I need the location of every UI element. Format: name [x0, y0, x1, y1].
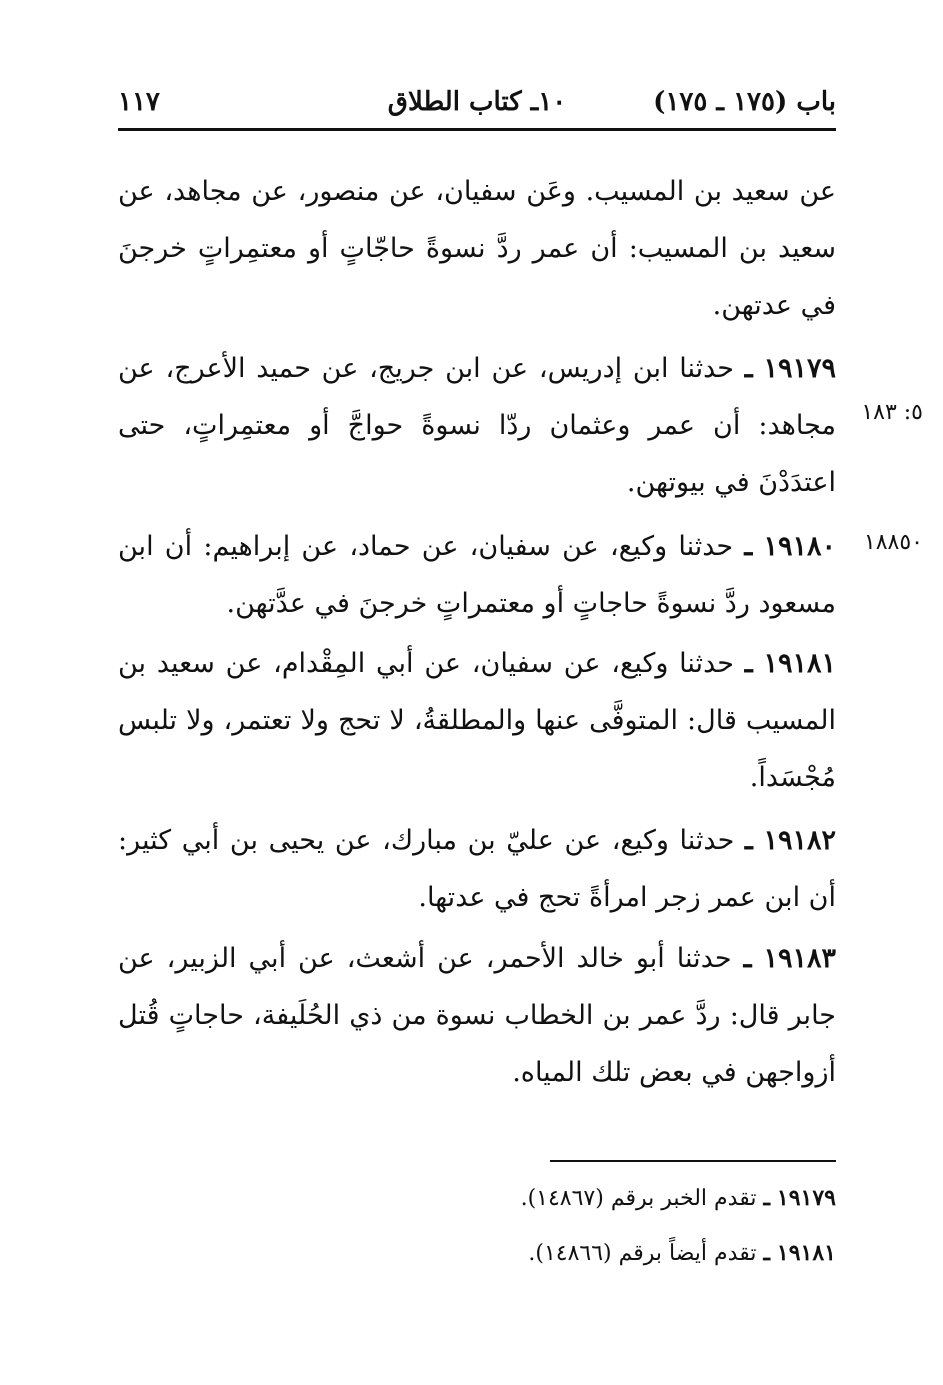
number-separator: ـ	[744, 353, 753, 384]
number-separator: ـ	[744, 648, 753, 679]
footnote-text: تقدم الخبر برقم (١٤٨٦٧).	[520, 1186, 757, 1211]
number-separator: ـ	[763, 1240, 770, 1266]
footnote-number: ١٩١٨١	[776, 1240, 836, 1266]
hadith-number: ١٩١٨١	[763, 648, 836, 679]
footnote-number: ١٩١٧٩	[776, 1185, 836, 1211]
footnote-rule	[550, 1160, 836, 1162]
paragraph-text: حدثنا وكيع، عن سفيان، عن حماد، عن إبراهيم: أن ابن مسعود ردَّ نسوةً حاجاتٍ أو معتمراتٍ خرجنَ في عدَّتهن.	[118, 531, 836, 619]
header-rule	[118, 128, 836, 131]
number-separator: ـ	[744, 825, 753, 856]
hadith-number: ١٩١٧٩	[763, 353, 836, 384]
hadith-19179	[118, 340, 836, 511]
hadith-19181	[118, 635, 836, 806]
chapter-heading: باب (١٧٥ ـ ١٧٥)	[653, 87, 836, 117]
number-separator: ـ	[763, 1185, 770, 1211]
paragraph-text: حدثنا أبو خالد الأحمر، عن أشعث، عن أبي الزبير، عن جابر قال: ردَّ عمر بن الخطاب نسوة من ذي الحُلَيفة، حاجاتٍ قُتل أزواجهن في بعض تلك المياه.	[118, 943, 836, 1088]
hadith-number: ١٩١٨٢	[763, 825, 836, 856]
paragraph-text: حدثنا وكيع، عن عليّ بن مبارك، عن يحيى بن أبي كثير: أن ابن عمر زجر امرأةً تحج في عدتها.	[118, 825, 836, 913]
page-header	[118, 85, 836, 125]
footnote-text: تقدم أيضاً برقم (١٤٨٦٦).	[528, 1241, 757, 1266]
paragraph-continuation	[118, 163, 836, 334]
paragraph-text: حدثنا ابن إدريس، عن ابن جريج، عن حميد الأعرج، عن مجاهد: أن عمر وعثمان ردّا نسوةً حواجَّ أو معتمِراتٍ، حتى اعتدَدْنَ في بيوتهن.	[118, 353, 836, 498]
hadith-19180	[118, 518, 836, 632]
hadith-number: ١٩١٨٠	[763, 531, 836, 562]
number-separator: ـ	[744, 531, 753, 562]
paragraph-text: عن سعيد بن المسيب. وعَن سفيان، عن منصور، عن مجاهد، عن سعيد بن المسيب: أن عمر ردَّ نسوةً حاجّاتٍ أو معتمِراتٍ خرجنَ في عدتهن.	[118, 176, 836, 321]
page-number: ١١٧	[118, 87, 160, 117]
hadith-19183	[118, 930, 836, 1101]
margin-reference: ٥: ١٨٣	[861, 400, 923, 425]
margin-reference: ١٨٨٥٠	[863, 530, 923, 555]
footnote	[528, 1240, 836, 1266]
footnote	[521, 1185, 836, 1211]
hadith-number: ١٩١٨٣	[763, 943, 836, 974]
paragraph-text: حدثنا وكيع، عن سفيان، عن أبي المِقْدام، عن سعيد بن المسيب قال: المتوفَّى عنها والمطلقةُ، لا تحج ولا تعتمر، ولا تلبس مُجْسَداً.	[118, 648, 836, 793]
number-separator: ـ	[743, 943, 752, 974]
hadith-19182	[118, 812, 836, 926]
book-title: ١٠ـ كتاب الطلاق	[387, 87, 567, 117]
